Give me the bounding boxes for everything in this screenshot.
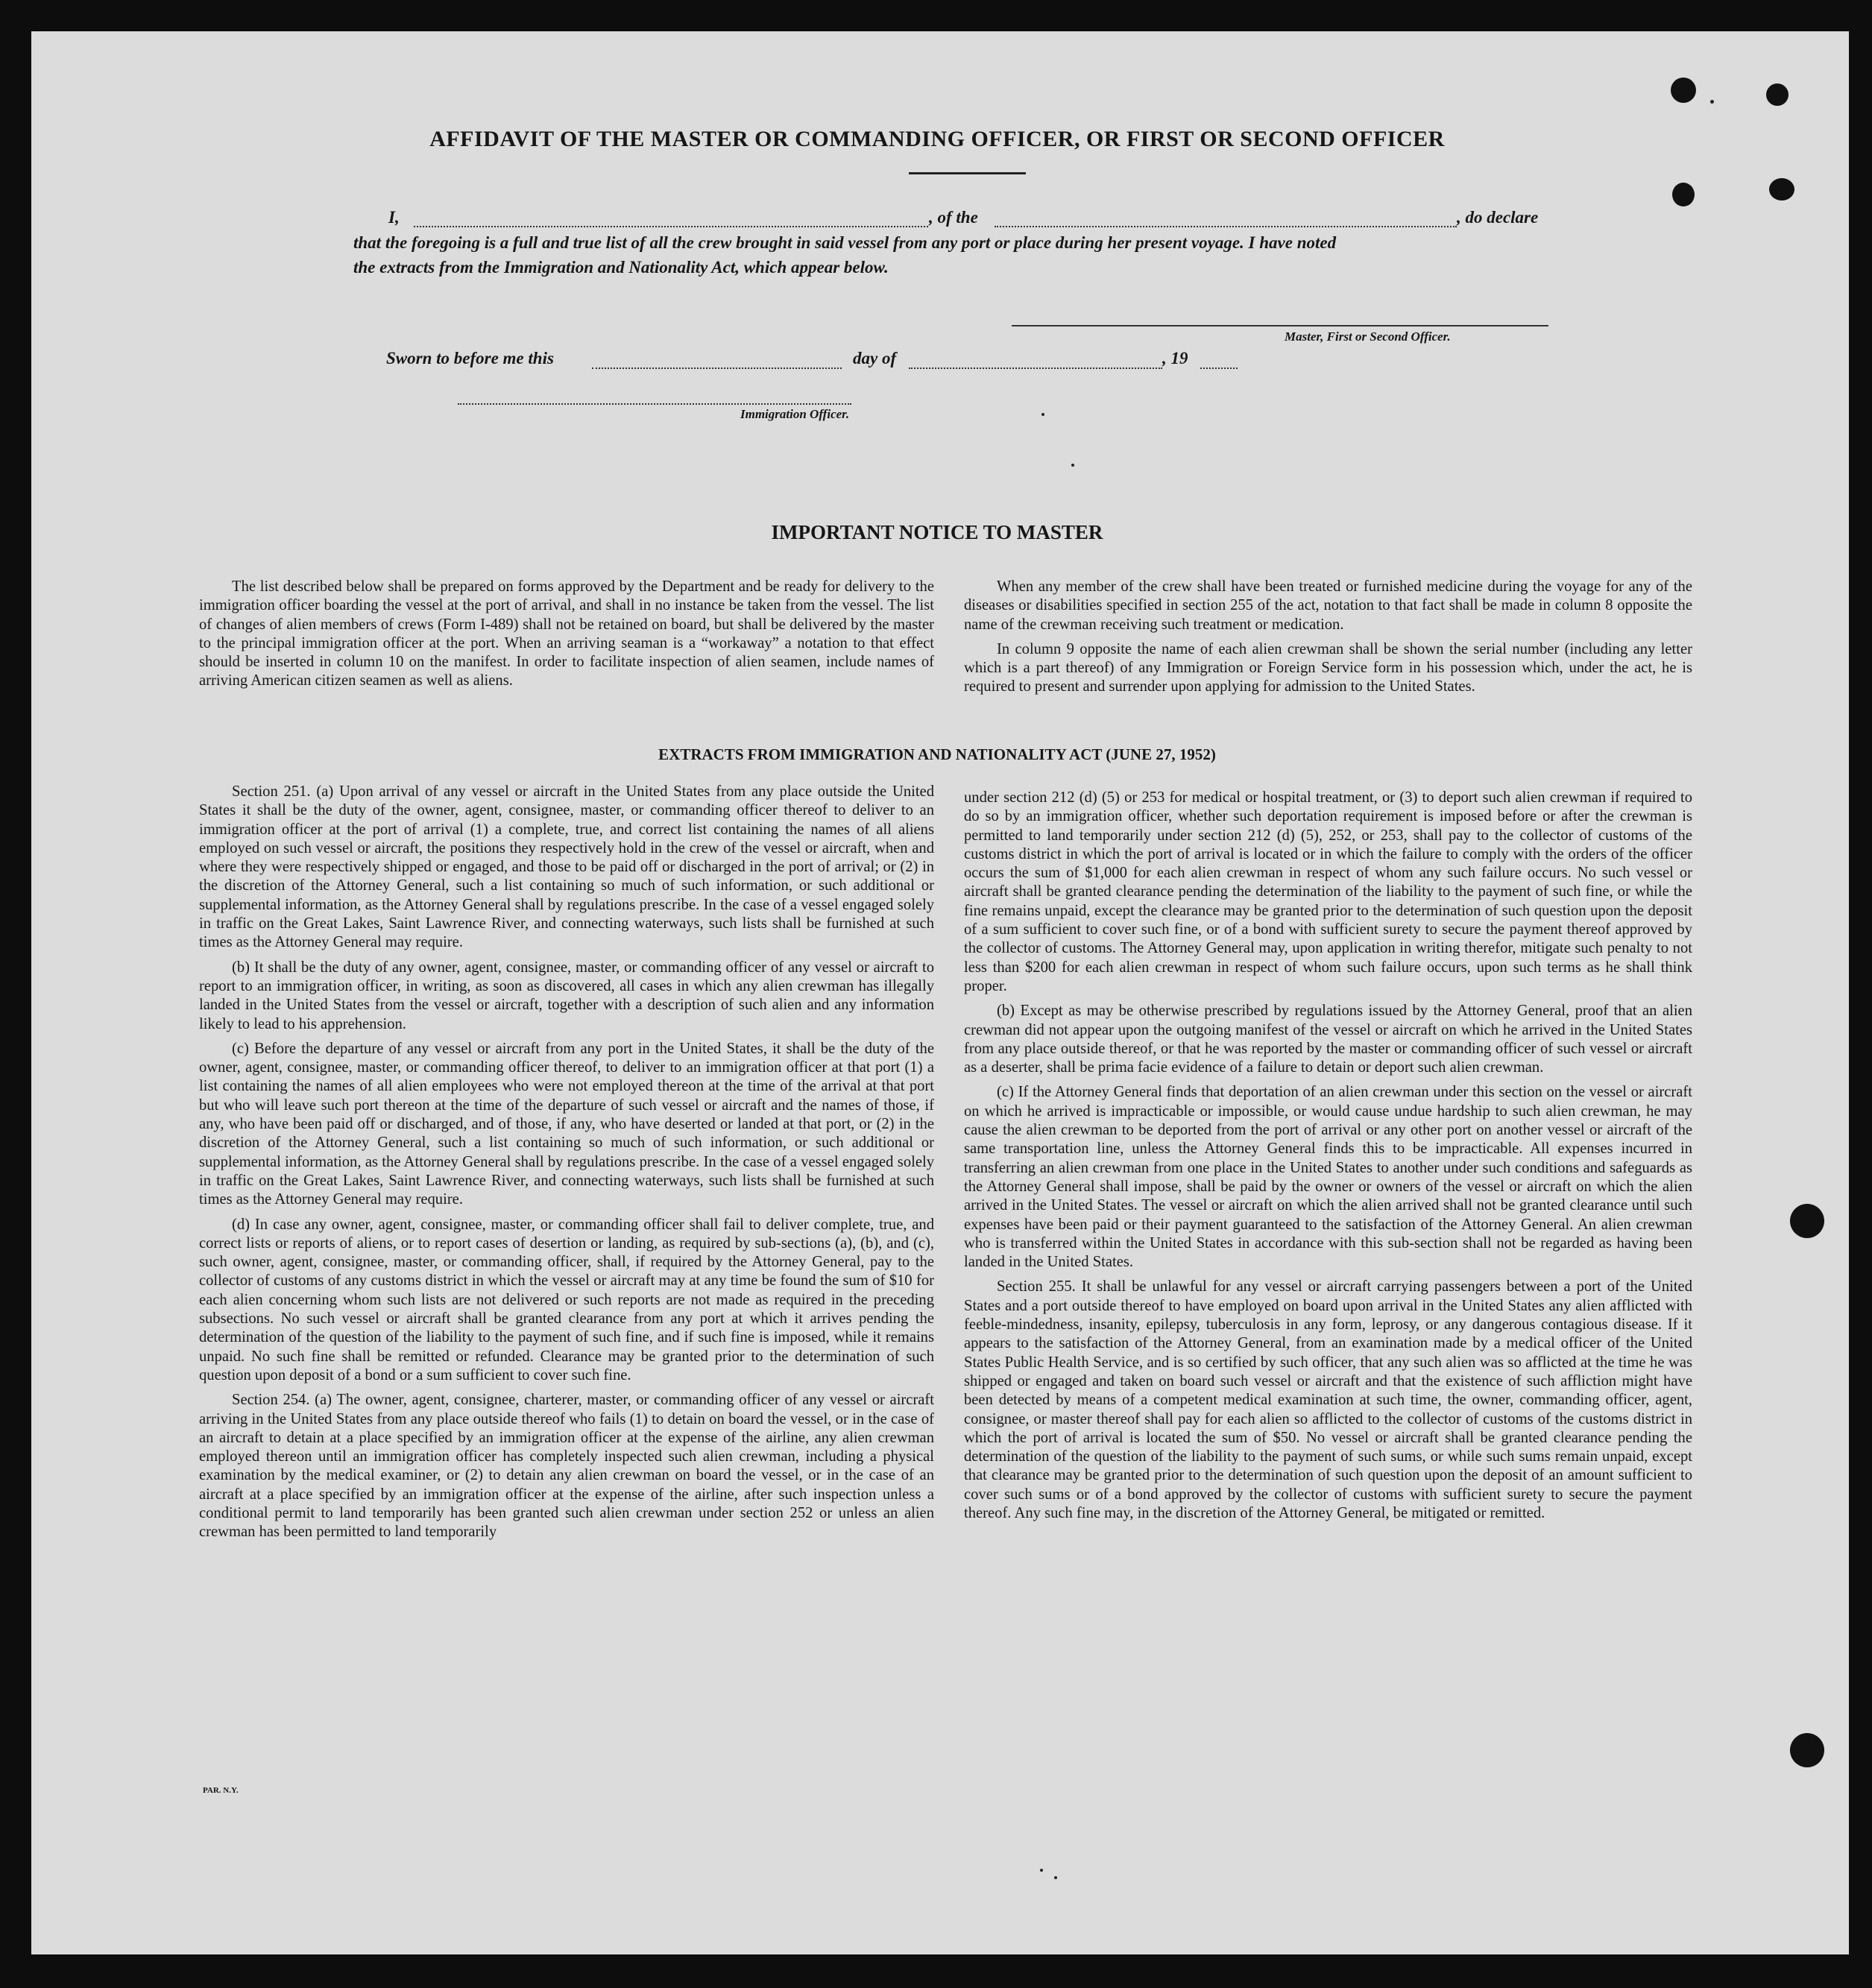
speck: [1054, 1876, 1057, 1879]
speck: [1041, 413, 1044, 416]
speck: [1710, 100, 1714, 104]
punch-hole-top-left: [1671, 78, 1696, 103]
affidavit-of-the-label: , of the: [929, 208, 978, 227]
affidavit-title: AFFIDAVIT OF THE MASTER OR COMMANDING OFFICER, OR FIRST OR SECOND OFFICER: [429, 127, 1445, 151]
notice-paragraph: In column 9 opposite the name of each alien crewman shall be shown the serial number (including any letter which is a part thereof) of any Immigration or Foreign Service form in his possession which, under the act, he is required to present and surrender upon applying for admission to the United States.: [964, 640, 1692, 695]
notice-title: IMPORTANT NOTICE TO MASTER: [771, 521, 1103, 543]
affidavit-do-declare-label: , do declare: [1457, 208, 1539, 227]
immigration-officer-label: Immigration Officer.: [740, 407, 850, 421]
speck: [1071, 464, 1074, 467]
notice-paragraph: The list described below shall be prepared on forms approved by the Department and be ready for delivery to the immigration officer boarding the vessel at the port of arrival, and shall in no instance be taken from the vessel. The list of changes of alien members of crews (Form I-489) shall not be retained on board, but shall be delivered by the master to the principal immigration officer at the port. When an arriving seaman is a “workaway” a notation to that effect should be inserted in column 10 on the manifest. In order to facilitate inspection of alien seamen, include names of arriving American citizen seamen as well as aliens.: [199, 578, 934, 690]
punch-hole-top-right: [1766, 83, 1789, 106]
vessel-name-field[interactable]: [995, 226, 1457, 227]
punch-hole-lower: [1790, 1733, 1824, 1767]
sworn-year-field[interactable]: [1200, 367, 1238, 369]
extract-paragraph: (c) If the Attorney General finds that deportation of an alien crewman under this section on the vessel or aircraft on which he arrived is impracticable or impossible, or would cause undue hardship to such alien crewman, he may cause the alien crewman to be deported from the port of arrival or any other port on another vessel or aircraft of the same transportation line, unless the Attorney General finds this to be impracticable. All expenses incurred in transferring an alien crewman from one place in the United States to another under such conditions and safeguards as the Attorney General shall impose, shall be paid by the owner or owners of the vessel or aircraft on which the alien arrived in the United States. The vessel or aircraft on which the alien arrived shall not be granted clearance until such expenses have been paid or their payment guaranteed to the satisfaction of the Attorney General. An alien crewman who is transferred within the United States in accordance with this sub-section shall not be regarded as having been landed in the United States.: [964, 1084, 1692, 1271]
extracts-left-column: [199, 783, 934, 1548]
extract-paragraph: (c) Before the departure of any vessel or aircraft from any port in the United States, it shall be the duty of the owner, agent, consignee, master, or commanding officer thereof, to deliver to an immigration officer at that port (1) a list containing the names of all alien employees who were not employed thereon at the time of the arrival at that port but who will leave such port thereon at the time of the departure of such vessel or aircraft and the names of those, if any, who have been paid off or discharged, and of those, if any, who have deserted or landed at that port, or (2) in the discretion of the Attorney General, such a list containing so much of such information, or such additional or supplemental information, as the Attorney General shall by regulations prescribe. In the case of a vessel engaged solely in traffic on the Great Lakes, Saint Lawrence River, and connecting waterways, such lists shall be furnished at such times as the Attorney General may require.: [199, 1040, 934, 1208]
punch-hole-second-right: [1769, 178, 1794, 201]
speck: [1040, 1869, 1043, 1872]
extract-paragraph: (b) Except as may be otherwise prescribed by regulations issued by the Attorney General, proof that an alien crewman did not appear upon the outgoing manifest of the vessel or aircraft on which he arrived in the United States from any place outside thereof, or that he was reported by the master or commanding officer of such vessel or aircraft as a deserter, shall be prima facie evidence of a failure to detain or deport such alien crewman.: [964, 1003, 1692, 1076]
notice-paragraph: When any member of the crew shall have been treated or furnished medicine during the voyage for any of the diseases or disabilities specified in section 255 of the act, notation to that fact shall be made in column 8 opposite the name of the crewman receiving such treatment or medication.: [964, 578, 1692, 633]
notice-right-column: [964, 578, 1692, 703]
affidavit-statement-line: that the foregoing is a full and true list of all the crew brought in said vessel from any port or place during her present voyage. I have noted: [353, 233, 1337, 252]
extract-paragraph: under section 212 (d) (5) or 253 for medical or hospital treatment, or (3) to deport such alien crewman if required to do so by an immigration officer, whether such deportation requirement is imposed before or after the crewman is permitted to land temporarily under section 212 (d) (5), 252, or 253, shall pay to the collector of customs of the customs district in which the port of arrival is located or in which the failure to comply with the orders of the officer occurs the sum of $1,000 for each alien crewman in respect of whom any such failure occurs. No such vessel or aircraft shall be granted clearance pending the determination of the liability to the payment of such fine, or while the fine remains unpaid, except the clearance may be granted prior to the determination of such question upon the deposit of a sum sufficient to cover such fine, or of a bond with sufficient surety to secure the payment thereof approved by the collector of customs. The Attorney General may, upon application in writing therefor, mitigate such penalty to not less than $200 for each alien crewman in respect of whom such failure occurs, upon such terms as he shall think proper.: [964, 789, 1692, 994]
affidavit-i-label: I,: [388, 208, 400, 227]
punch-hole-middle: [1790, 1204, 1824, 1238]
sworn-label: Sworn to before me this: [386, 349, 554, 367]
extract-paragraph: (d) In case any owner, agent, consignee, master, or commanding officer shall fail to deliver complete, true, and correct lists or reports of aliens, or to report cases of desertion or landing, as required by sub-sections (a), (b), and (c), such owner, agent, consignee, master, or commanding officer, shall, if required by the Attorney General, pay to the collector of customs of any customs district in which the vessel or aircraft may at any time be found the sum of $10 for each alien concerning whom such lists are not delivered or such reports are not made as required in the preceding subsections. No such vessel or aircraft shall be granted clearance from any port at which it arrives pending the determination of the question of the liability to the payment of such fine, and if such fine is imposed, while it remains unpaid. No such fine shall be remitted or refunded. Clearance may be granted prior to the determination of such question upon deposit of a bond or a sum sufficient to cover such fine.: [199, 1216, 934, 1383]
declarant-name-field[interactable]: [414, 226, 928, 227]
sworn-day-field[interactable]: [592, 367, 842, 369]
extract-paragraph: (b) It shall be the duty of any owner, agent, consignee, master, or commanding officer of any vessel or aircraft to report to an immigration officer, in writing, as soon as discovered, all cases in which any alien crewman has illegally landed in the United States from the vessel or aircraft, together with a description of such alien and any information likely to lead to his apprehension.: [199, 959, 934, 1032]
notice-left-column: [199, 578, 934, 697]
master-signature-label: Master, First or Second Officer.: [1285, 329, 1451, 344]
extract-paragraph: Section 254. (a) The owner, agent, consignee, charterer, master, or commanding officer of any vessel or aircraft arriving in the United States from any place outside thereof who fails (1) to detain on board the vessel, or in the case of an aircraft to detain at a place specified by an immigration officer at the expense of the airline, any alien crewman employed thereon until an immigration officer has completely inspected such alien crewman, including a physical examination by the medical examiner, or (2) to detain any alien crewman on board the vessel, or in the case of an aircraft at a place specified by an immigration officer at the expense of the airline, after such inspection unless a conditional permit to land temporarily has been granted such alien crewman under section 252 or unless an alien crewman has been permitted to land temporarily: [199, 1392, 934, 1541]
extract-paragraph: Section 251. (a) Upon arrival of any vessel or aircraft in the United States from any place outside the United States it shall be the duty of the owner, agent, consignee, master, or commanding officer thereof to deliver to an immigration officer at the port of arrival (1) a complete, true, and correct list containing the names of all aliens employed on such vessel or aircraft, the positions they respectively hold in the crew of the vessel or aircraft, when and where they were respectively shipped or engaged, and those to be paid off or discharged in the port of arrival; or (2) in the discretion of the Attorney General, such a list containing so much of such information, or such additional or supplemental information, as the Attorney General shall by regulations prescribe. In the case of a vessel engaged solely in traffic on the Great Lakes, Saint Lawrence River, and connecting waterways, such lists shall be furnished at such times as the Attorney General may require.: [199, 783, 934, 951]
affidavit-statement-line: the extracts from the Immigration and Nationality Act, which appear below.: [353, 258, 889, 277]
extracts-right-column: [964, 789, 1692, 1529]
title-underline: [909, 172, 1026, 174]
extract-paragraph: Section 255. It shall be unlawful for any vessel or aircraft carrying passengers between a port of the United States and a port outside thereof to have employed on board upon arrival in the United States any alien afflicted with feeble-mindedness, insanity, epilepsy, tuberculosis in any form, leprosy, or any dangerous contagious disease. If it appears to the satisfaction of the Attorney General, from an examination made by a medical officer of the United States Public Health Service, and is so certified by such officer, that any such alien was so afflicted at the time he was shipped or engaged and taken on board such vessel or aircraft and that the existence of such affliction might have been detected by means of a competent medical examination at such time, the owner, commanding officer, agent, consignee, or master thereof shall pay for each alien so afflicted to the collector of customs of the customs district in which the port of arrival is located the sum of $50. No vessel or aircraft shall be granted clearance pending the determination of the question of the liability to the payment of such sums, or while such sums remain unpaid, except that clearance may be granted prior to the determination of such question upon the deposit of an amount sufficient to cover such sums or of a bond approved by the collector of customs with sufficient surety to secure the payment thereof. Any such fine may, in the discretion of the Attorney General, be mitigated or remitted.: [964, 1278, 1692, 1521]
extracts-title: EXTRACTS FROM IMMIGRATION AND NATIONALITY ACT (JUNE 27, 1952): [658, 745, 1216, 763]
immigration-officer-signature-line[interactable]: [458, 403, 851, 405]
sworn-day-of-label: day of: [853, 349, 897, 367]
punch-hole-second-left: [1672, 183, 1695, 206]
printer-mark: PAR. N.Y.: [203, 1786, 239, 1795]
master-signature-line[interactable]: [1012, 325, 1548, 326]
sworn-year-label: , 19: [1162, 349, 1188, 367]
document-page: [31, 31, 1849, 1954]
sworn-month-field[interactable]: [909, 367, 1162, 369]
